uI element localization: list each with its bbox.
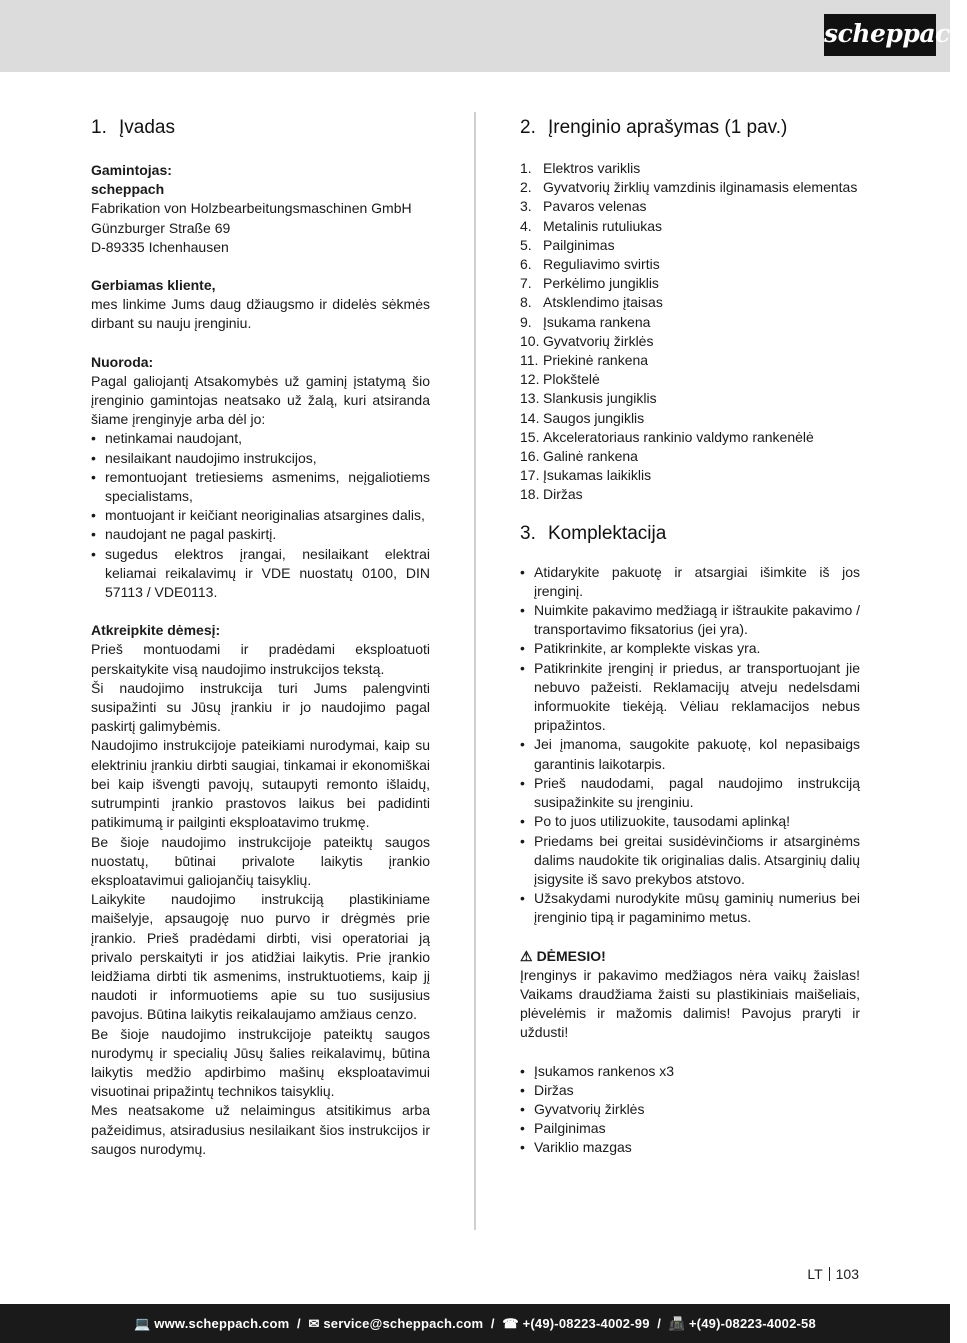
phone-number: +(49)-08223-4002-99 xyxy=(522,1316,650,1331)
note-text: Pagal galiojantį Atsakomybės už gaminį įstatymą šio įrenginio gamintojas neatsako už žalą, kuri atsiranda šiame įrenginyje arba dėl jo: xyxy=(91,372,430,428)
list-item: 8. Atsklendimo įtaisas xyxy=(520,294,663,311)
section-3-number: 3. xyxy=(520,522,536,544)
attention-paragraph: Naudojimo instrukcijoje pateikiami nurodymai, kaip su elektriniu įrankiu dirbti saugiai, tinkamai ir ekonomiškai bei kaip išvengti pavojų, sutaupyti remonto išlaidų, sutrumpinti įrankio prastovos laikus bei padidinti patikimumą ir pailginti eksploatavimo trukmę. xyxy=(91,737,430,831)
section-3-heading xyxy=(520,522,860,546)
list-item: • Patikrinkite, ar komplekte viskas yra. xyxy=(520,639,860,658)
list-item: • Įsukamos rankenos x3 xyxy=(520,1062,860,1081)
warning-label: DĖMESIO! xyxy=(536,947,606,964)
section-2-heading xyxy=(520,116,860,140)
address-line: D-89335 Ichenhausen xyxy=(91,238,229,255)
list-item: • Patikrinkite įrenginį ir priedus, ar transportuojant jie nebuvo pažeisti. Reklamacijų atveju nedelsdami informuokite tiekėją. Vėliau reklamacijos nebus pripažintos. xyxy=(520,659,860,736)
list-item: • remontuojant tretiesiems asmenims, neįgaliotiems specialistams, xyxy=(91,468,430,506)
footer-separator: / xyxy=(487,1316,499,1331)
list-item: • Jei įmanoma, saugokite pakuotę, kol nepasibaigs garantinis laikotarpis. xyxy=(520,735,860,773)
list-item: • netinkamai naudojant, xyxy=(91,429,430,448)
page-number xyxy=(807,1266,859,1282)
greeting-label: Gerbiamas kliente, xyxy=(91,277,216,294)
computer-icon: 💻 xyxy=(134,1316,151,1331)
list-item: • Pailginimas xyxy=(520,1119,860,1138)
warning-text: Įrenginys ir pakavimo medžiagos nėra vaikų žaislas! Vaikams draudžiama žaisti su plastikiniais maišeliais, plėvelėmis ir mažomis dalimis! Pavojus praryti ir uždusti! xyxy=(520,966,860,1041)
list-item: • Nuimkite pakavimo medžiagą ir ištraukite pakavimo / transportavimo fiksatorius (jei yra). xyxy=(520,601,860,639)
list-item: 5. Pailginimas xyxy=(520,236,615,253)
footer-separator: / xyxy=(293,1316,305,1331)
attention-paragraph: Be šioje naudojimo instrukcijoje pateiktų saugos nurodymų ir specialių Jūsų šalies reikalavimų, būtina laikytis medžio apdirbimo mašinų eksploatavimui visuotinai pripažintų technikos taisyklių. xyxy=(91,1025,430,1100)
list-item: 9. Įsukama rankena xyxy=(520,313,651,330)
list-item: 10. Gyvatvorių žirklės xyxy=(520,332,654,349)
list-item: 3. Pavaros velenas xyxy=(520,198,647,215)
fax-icon: 📠 xyxy=(668,1316,686,1331)
list-item: • Užsakydami nurodykite mūsų gaminių numerius bei įrenginio tipą ir pagaminimo metus. xyxy=(520,889,860,927)
page-number-separator xyxy=(829,1267,830,1281)
list-item: 6. Reguliavimo svirtis xyxy=(520,256,660,273)
list-item: 16. Galinė rankena xyxy=(520,448,638,465)
list-item: • Prieš naudodami, pagal naudojimo instrukciją susipažinkite su įrenginiu. xyxy=(520,774,860,812)
list-item: • nesilaikant naudojimo instrukcijos, xyxy=(91,449,430,468)
website-link[interactable]: www.scheppach.com xyxy=(154,1316,290,1331)
manufacturer-label: Gamintojas: xyxy=(91,162,172,178)
section-1-number: 1. xyxy=(91,117,107,138)
section-1-heading xyxy=(91,116,430,140)
list-item: • Variklio mazgas xyxy=(520,1138,860,1157)
list-item: 18. Diržas xyxy=(520,486,583,503)
fax-number: +(49)-08223-4002-58 xyxy=(688,1316,816,1331)
attention-paragraph: Laikykite naudojimo instrukciją plastikiniame maišelyje, apsaugoję nuo purvo ir drėgmės prie įrankio. Prieš pradėdami dirbti, visi operatoriai ją privalo perskaityti ir jos atidžiai laikytis. Prie įrankio leidžiama dirbti tik asmenims, instruktuotiems, kaip jį naudoti ir informuotiems apie su tuo susijusius pavojus. Būtina laikytis reikalaujamo amžiaus cenzo. xyxy=(91,891,430,1023)
mail-icon: ✉ xyxy=(308,1316,320,1331)
list-item: 14. Saugos jungiklis xyxy=(520,409,645,426)
header-band xyxy=(0,0,967,72)
email-link[interactable]: service@scheppach.com xyxy=(323,1316,484,1331)
manufacturer-name: scheppach xyxy=(91,181,165,198)
list-item: 4. Metalinis rutuliukas xyxy=(520,217,663,234)
list-item: 11. Priekinė rankena xyxy=(520,352,649,369)
note-label: Nuoroda: xyxy=(91,353,154,370)
section-2-number: 2. xyxy=(520,117,536,138)
page-number-value: 103 xyxy=(835,1266,859,1282)
address-line: Günzburger Straße 69 xyxy=(91,219,231,236)
column-divider xyxy=(474,112,476,1230)
attention-paragraph: Ši naudojimo instrukcija turi Jums palengvinti susipažinti su Jūsų įrankiu ir jo naudojimo pagal paskirtį galimybėmis. xyxy=(91,679,430,735)
list-item: 13. Slankusis jungiklis xyxy=(520,390,657,407)
list-item: • montuojant ir keičiant neoriginalias atsargines dalis, xyxy=(91,506,430,525)
attention-paragraph: Be šioje naudojimo instrukcijoje pateiktų saugos nuostatų, būtinai privalote laikytis įrankio eksploatavimui galiojančių taisyklių. xyxy=(91,833,430,888)
list-item: 1. Elektros variklis xyxy=(520,160,641,176)
attention-paragraph: Prieš montuodami ir pradėdami eksploatuoti perskaitykite visą naudojimo instrukcijos tekstą. xyxy=(91,641,430,677)
list-item: • Po to juos utilizuokite, tausodami aplinką! xyxy=(520,812,860,831)
section-3-title: Komplektacija xyxy=(548,522,667,544)
section-1-title: Įvadas xyxy=(119,117,175,138)
list-item: 12. Plokštelė xyxy=(520,371,600,388)
list-item: • Gyvatvorių žirklės xyxy=(520,1100,860,1119)
greeting-text: mes linkime Jums daug džiaugsmo ir didelės sėkmės dirbant su nauju įrenginiu. xyxy=(91,296,430,332)
attention-label: Atkreipkite dėmesį: xyxy=(91,622,221,639)
address-line: Fabrikation von Holzbearbeitungsmaschinen GmbH xyxy=(91,200,412,217)
list-item: • Atidarykite pakuotę ir atsargiai išimkite iš jos įrenginį. xyxy=(520,563,860,601)
contents-list xyxy=(520,1062,860,1158)
attention-paragraph: Mes neatsakome už nelaimingus atsitikimus arba pažeidimus, atsiradusius nesilaikant šios instrukcijos ir saugos nurodymų. xyxy=(91,1102,430,1157)
list-item: • Priedams bei greitai susidėvinčioms ir atsarginėms dalims naudokite tik originalias dalis. Atsarginių dalių įsigysite iš savo prekybos atstovo. xyxy=(520,832,860,890)
list-item: • naudojant ne pagal paskirtį. xyxy=(91,525,430,544)
list-item: 2. Gyvatvorių žirklių vamzdinis ilginamasis elementas xyxy=(520,179,858,196)
left-column xyxy=(91,116,430,1159)
footer-separator: / xyxy=(653,1316,665,1331)
note-list xyxy=(91,429,430,602)
list-item: • sugedus elektros įrangai, nesilaikant elektrai keliamai reikalavimų ir VDE nuostatų 0100, DIN 57113 / VDE0113. xyxy=(91,545,430,603)
right-column xyxy=(520,116,860,1158)
list-item: • Diržas xyxy=(520,1081,860,1100)
section-2-title: Įrenginio aprašymas (1 pav.) xyxy=(548,117,788,138)
list-item: 7. Perkėlimo jungiklis xyxy=(520,275,659,292)
kit-list xyxy=(520,563,860,928)
list-item: 17. Įsukamas laikiklis xyxy=(520,467,652,484)
parts-list xyxy=(520,159,860,505)
footer-bar xyxy=(0,1304,950,1343)
scheppach-logo: scheppach xyxy=(824,14,936,56)
page-language: LT xyxy=(807,1266,823,1282)
warning-triangle-icon: ⚠ xyxy=(520,947,533,964)
phone-icon: ☎ xyxy=(502,1316,519,1331)
warning-heading xyxy=(520,947,860,966)
list-item: 15. Akceleratoriaus rankinio valdymo rankenėlė xyxy=(520,428,814,445)
